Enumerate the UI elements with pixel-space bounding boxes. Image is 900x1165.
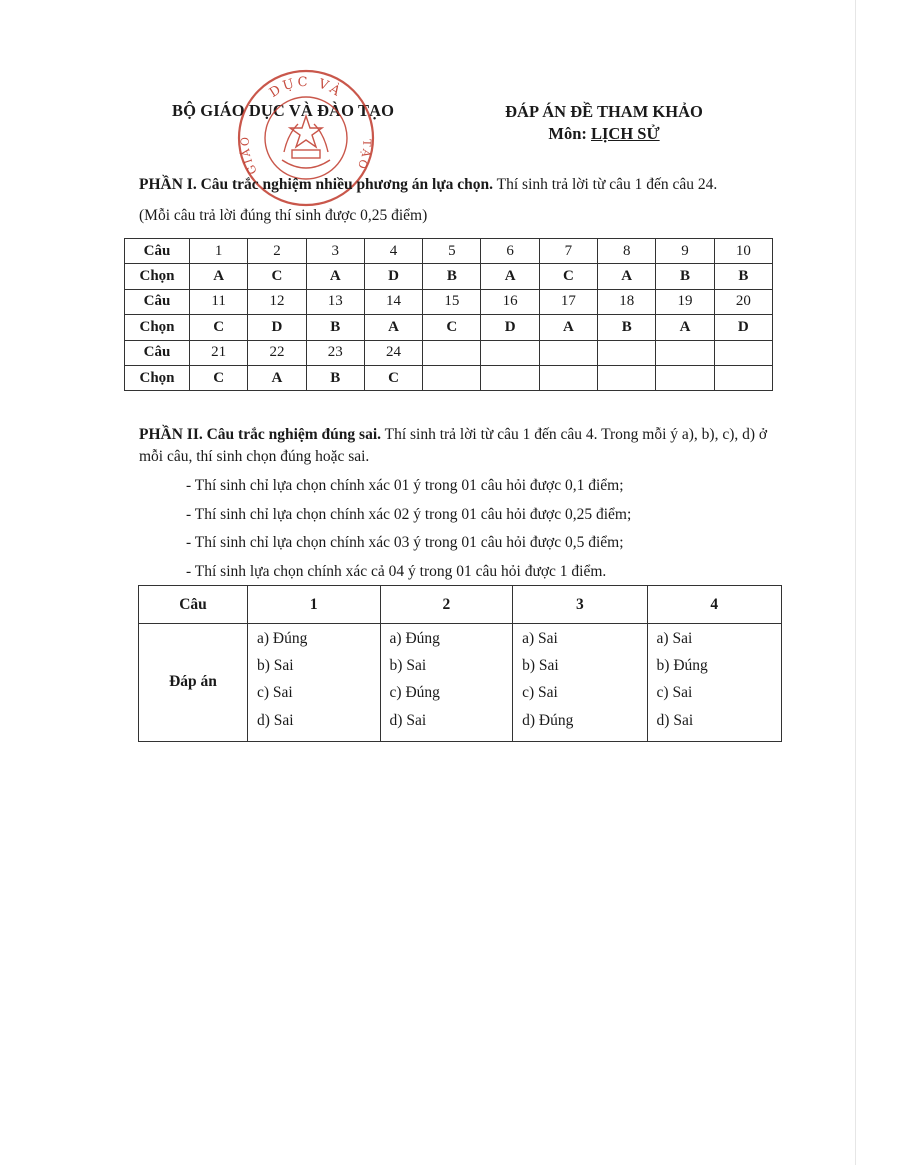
part1-note: (Mỗi câu trả lời đúng thí sinh được 0,25 điểm) [139, 207, 428, 224]
part2-title-rest: Thí sinh trả lời từ câu 1 đến câu 4. Trong mỗi ý a), b), c), d) ở mỗi câu, thí sinh chọn đúng hoặc sai. [139, 426, 768, 465]
answer-item: d) Sai [656, 711, 694, 729]
question-number-cell: 11 [190, 289, 248, 314]
answer-choice-cell [539, 365, 597, 390]
scoring-rule: - Thí sinh chỉ lựa chọn chính xác 03 ý trong 01 câu hỏi được 0,5 điểm; [186, 534, 624, 551]
answer-choice-cell: B [306, 365, 364, 390]
part2-question-number: 4 [647, 586, 781, 624]
choice-row [125, 365, 773, 390]
scoring-rule: - Thí sinh lựa chọn chính xác cả 04 ý trong 01 câu hỏi được 1 điểm. [186, 562, 607, 580]
part2-question-number: 2 [380, 586, 513, 624]
question-number-cell [481, 340, 539, 365]
part2-answer-table [138, 585, 782, 742]
page-edge-line [855, 0, 856, 1165]
choice-row [125, 264, 773, 289]
question-number-cell: 10 [714, 239, 772, 264]
answer-item: b) Sai [257, 657, 294, 675]
question-number-cell: 1 [190, 239, 248, 264]
svg-text:DỤC VÀ [267, 75, 346, 101]
choice-row-label: Chọn [125, 365, 190, 390]
question-number-cell: 12 [248, 289, 306, 314]
question-number-cell: 17 [539, 289, 597, 314]
answer-item: b) Đúng [656, 657, 708, 675]
question-number-cell: 22 [248, 340, 306, 365]
answer-choice-cell: D [364, 264, 422, 289]
answer-choice-cell: A [539, 315, 597, 340]
question-number-cell: 23 [306, 340, 364, 365]
answer-choice-cell: B [656, 264, 714, 289]
part2-scoring-rules [186, 475, 631, 589]
question-number-cell: 8 [598, 239, 656, 264]
document-title-block [470, 101, 738, 145]
answer-choice-cell [656, 365, 714, 390]
part1-title-rest: Thí sinh trả lời từ câu 1 đến câu 24. [493, 176, 718, 193]
answer-item: a) Sai [656, 630, 693, 647]
answer-choice-cell: D [714, 315, 772, 340]
question-number-cell: 13 [306, 289, 364, 314]
answer-choice-cell: C [190, 315, 248, 340]
part2-answer-cell [647, 624, 781, 742]
answer-choice-cell: A [481, 264, 539, 289]
scoring-rule: - Thí sinh chỉ lựa chọn chính xác 01 ý trong 01 câu hỏi được 0,1 điểm; [186, 477, 624, 494]
question-number-cell: 4 [364, 239, 422, 264]
part2-header-row [139, 586, 782, 624]
question-number-cell: 9 [656, 239, 714, 264]
scoring-rule: - Thí sinh chỉ lựa chọn chính xác 02 ý trong 01 câu hỏi được 0,25 điểm; [186, 505, 632, 523]
question-number-cell: 19 [656, 289, 714, 314]
part2-answer-cell [513, 624, 647, 742]
seal-text-right: TẠO [354, 139, 374, 173]
part2-question-number: 3 [513, 586, 647, 624]
question-number-cell [714, 340, 772, 365]
part2-answer-cell [248, 624, 381, 742]
ministry-name: BỘ GIÁO DỤC VÀ ĐÀO TẠO [172, 101, 395, 120]
answer-choice-cell: C [539, 264, 597, 289]
choice-row-label: Chọn [125, 264, 190, 289]
answer-choice-cell: A [364, 315, 422, 340]
question-row-label: Câu [125, 289, 190, 314]
answer-choice-cell [423, 365, 481, 390]
part1-answer-table [124, 238, 773, 391]
question-number-cell: 15 [423, 289, 481, 314]
answer-choice-cell: B [598, 315, 656, 340]
answer-choice-cell: D [481, 315, 539, 340]
answer-item: b) Sai [522, 657, 559, 675]
answer-item: d) Sai [389, 711, 427, 729]
answer-item: c) Sai [257, 684, 293, 702]
answer-choice-cell [481, 365, 539, 390]
answer-choice-cell: D [248, 315, 306, 340]
question-number-cell: 16 [481, 289, 539, 314]
part1-title [139, 176, 717, 194]
answer-item: d) Đúng [522, 711, 574, 729]
answer-item: c) Sai [522, 684, 558, 702]
part2-answer-cell [380, 624, 513, 742]
question-row [125, 289, 773, 314]
part2-title-bold: PHẦN II. Câu trắc nghiệm đúng sai. [139, 426, 381, 443]
answer-choice-cell: A [598, 264, 656, 289]
svg-text:GIÁO [238, 135, 260, 177]
question-row-label: Câu [125, 340, 190, 365]
answer-choice-cell: A [656, 315, 714, 340]
answer-choice-cell: C [190, 365, 248, 390]
answer-choice-cell: C [248, 264, 306, 289]
answer-choice-cell: A [190, 264, 248, 289]
question-row [125, 340, 773, 365]
question-number-cell: 6 [481, 239, 539, 264]
answer-choice-cell: C [423, 315, 481, 340]
document-title: ĐÁP ÁN ĐỀ THAM KHẢO [505, 102, 703, 121]
subject-label: Môn: [548, 124, 591, 143]
question-number-cell: 2 [248, 239, 306, 264]
question-number-cell: 21 [190, 340, 248, 365]
answer-choice-cell [714, 365, 772, 390]
part2-answer-row [139, 624, 782, 742]
part2-answer-label: Đáp án [139, 624, 248, 742]
part2-title [139, 424, 779, 468]
answer-choice-cell: A [248, 365, 306, 390]
choice-row-label: Chọn [125, 315, 190, 340]
answer-item: a) Đúng [257, 630, 308, 647]
seal-text-left: GIÁO [238, 134, 260, 177]
question-row [125, 239, 773, 264]
answer-item: c) Sai [656, 684, 693, 702]
part2-question-number: 1 [248, 586, 381, 624]
answer-choice-cell: B [423, 264, 481, 289]
national-emblem-icon [282, 116, 330, 168]
question-number-cell [656, 340, 714, 365]
answer-choice-cell: B [306, 315, 364, 340]
choice-row [125, 315, 773, 340]
answer-choice-cell [598, 365, 656, 390]
answer-choice-cell: B [714, 264, 772, 289]
subject-value: LỊCH SỬ [591, 124, 660, 143]
question-number-cell: 24 [364, 340, 422, 365]
answer-item: a) Sai [522, 630, 558, 647]
answer-item: c) Đúng [389, 684, 440, 702]
part1-title-bold: PHẦN I. Câu trắc nghiệm nhiều phương án lựa chọn. [139, 176, 494, 193]
answer-choice-cell: A [306, 264, 364, 289]
answer-choice-cell: C [364, 365, 422, 390]
subject-line [470, 123, 738, 145]
question-number-cell: 7 [539, 239, 597, 264]
answer-item: d) Sai [257, 711, 294, 729]
question-number-cell: 18 [598, 289, 656, 314]
svg-text:TẠO [354, 139, 373, 172]
question-number-cell: 20 [714, 289, 772, 314]
answer-item: a) Đúng [389, 630, 440, 647]
question-number-cell [598, 340, 656, 365]
question-number-cell: 5 [423, 239, 481, 264]
answer-item: b) Sai [389, 657, 427, 675]
question-number-cell: 14 [364, 289, 422, 314]
question-number-cell [539, 340, 597, 365]
question-row-label: Câu [125, 239, 190, 264]
seal-text-top: DỤC VÀ [266, 74, 346, 101]
question-number-cell: 3 [306, 239, 364, 264]
question-number-cell [423, 340, 481, 365]
part2-question-label: Câu [139, 586, 248, 624]
